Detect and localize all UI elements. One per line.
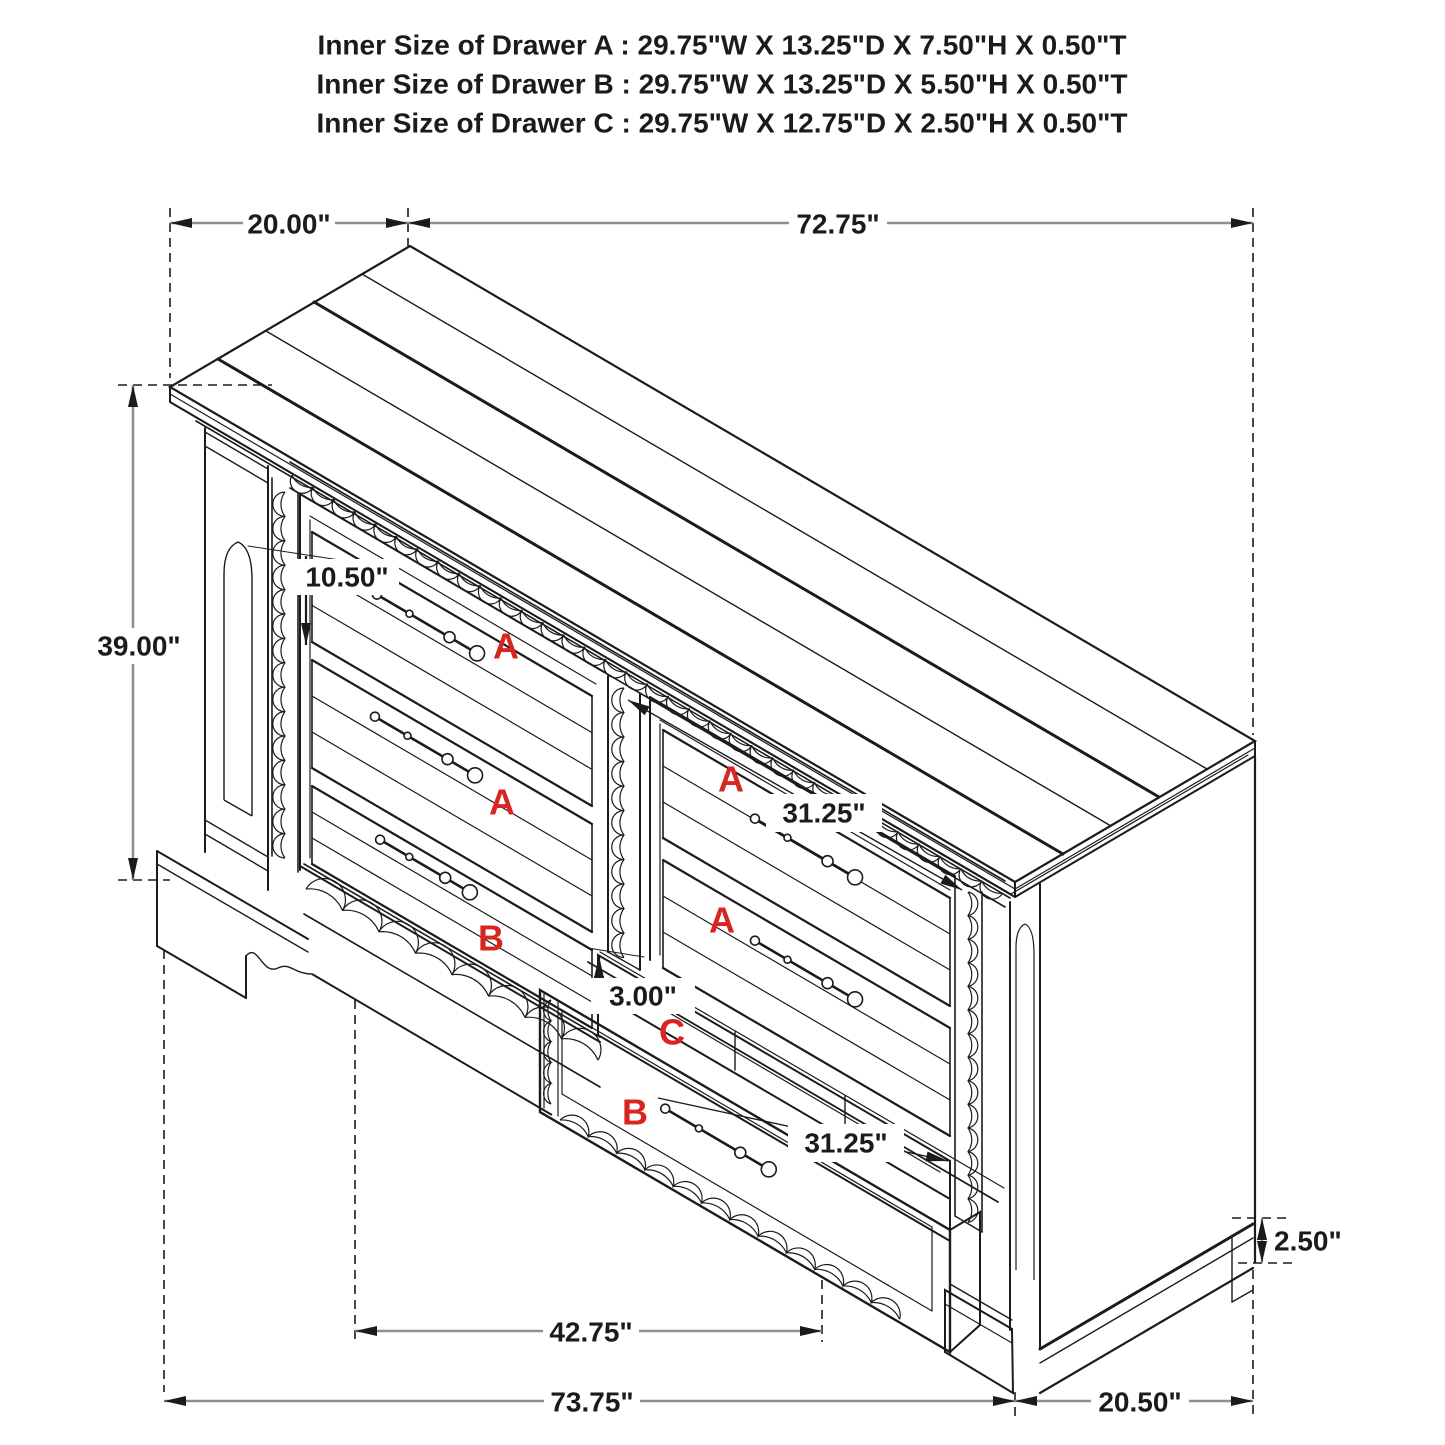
dim-slot-height-label: 3.00"	[609, 980, 677, 1012]
dim-opening-width-label: 42.75"	[549, 1316, 633, 1348]
extension-lines	[118, 208, 1292, 1420]
drawer-label-pulled-b: B	[622, 1091, 648, 1133]
dim-top-width-label: 72.75"	[796, 208, 880, 240]
right-side-panel	[945, 756, 1255, 1393]
spec-title-line-3: Inner Size of Drawer C : 29.75"W X 12.75"D X 2.50"H X 0.50"T	[316, 107, 1128, 139]
dresser-line-art	[85, 206, 1292, 1420]
dim-base-width-label: 73.75"	[550, 1386, 634, 1418]
drawer-label-slot-c: C	[659, 1011, 685, 1053]
dimension-labels	[97, 209, 1341, 1418]
carved-trim	[272, 462, 1005, 970]
drawer-label-right-a2: A	[709, 899, 735, 941]
drawer-label-right-a1: A	[718, 758, 744, 800]
dim-base-molding-height-label: 2.50"	[1274, 1225, 1342, 1257]
spec-title-line-1: Inner Size of Drawer A : 29.75"W X 13.25"D X 7.50"H X 0.50"T	[317, 29, 1127, 61]
spec-title-line-2: Inner Size of Drawer B : 29.75"W X 13.25"D X 5.50"H X 0.50"T	[316, 68, 1128, 100]
dimension-lines	[85, 206, 1262, 1419]
dim-top-depth-label: 20.00"	[247, 208, 331, 240]
dim-base-depth-label: 20.50"	[1098, 1386, 1182, 1418]
spec-title	[317, 30, 1128, 139]
drawer-label-left-a2: A	[489, 781, 515, 823]
dim-drawer-offset-label: 10.50"	[305, 561, 389, 593]
dim-body-height-label: 39.00"	[97, 630, 181, 662]
dim-drawer-b-width-label: 31.25"	[804, 1127, 888, 1159]
front-base-rail	[304, 864, 601, 1087]
drawer-letter-labels	[478, 626, 744, 1133]
drawer-label-left-b: B	[478, 917, 504, 959]
dim-drawer-a-width-label: 31.25"	[782, 797, 866, 829]
left-pilaster	[205, 428, 268, 890]
drawer-label-left-a1: A	[493, 625, 519, 667]
